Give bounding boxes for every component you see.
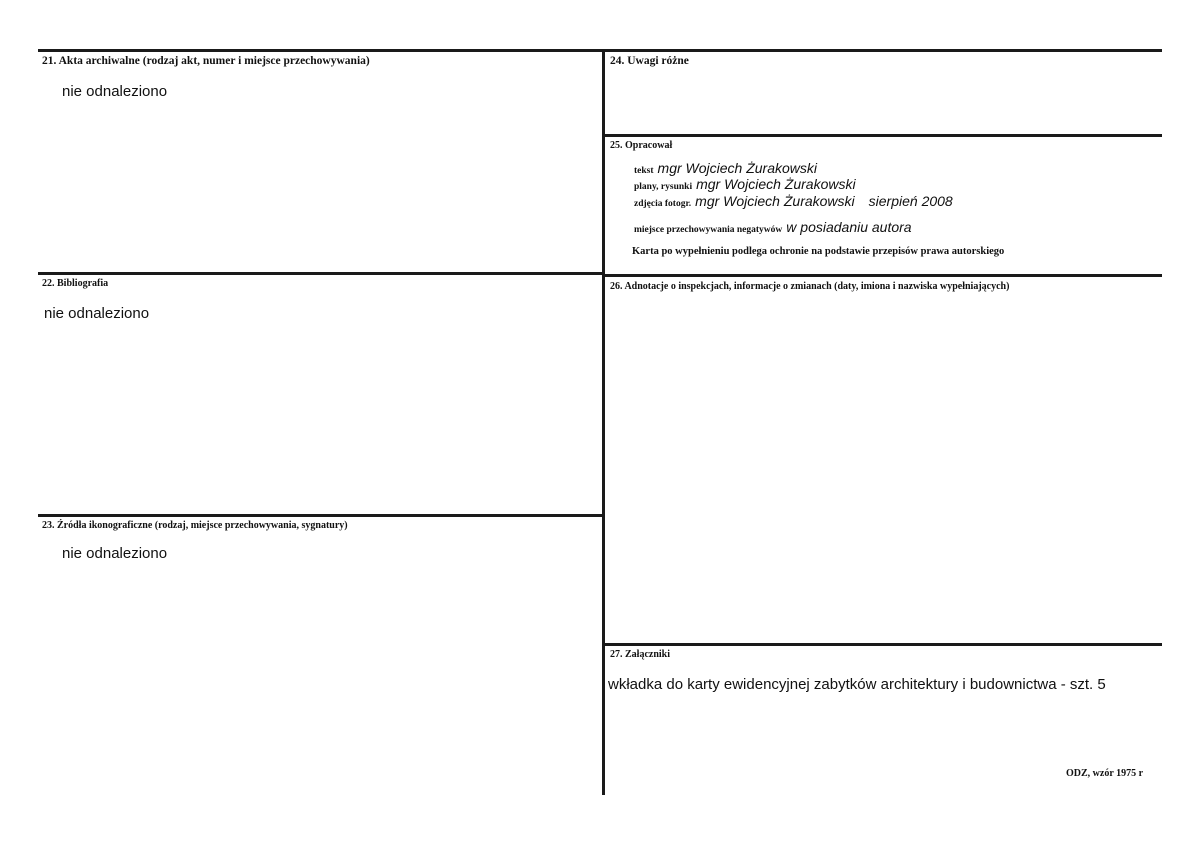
section-27-value: wkładka do karty ewidencyjnej zabytków architektury i budownictwa - szt. 5 bbox=[608, 676, 1106, 693]
author-plans-line bbox=[634, 176, 856, 194]
section-21-value: nie odnaleziono bbox=[62, 83, 168, 100]
rule-left-21-22 bbox=[38, 272, 604, 275]
author-photos-line bbox=[634, 193, 953, 211]
form-identifier: ODZ, wzór 1975 r bbox=[1066, 768, 1144, 779]
top-rule bbox=[38, 49, 1162, 52]
negatives-storage-line bbox=[634, 219, 912, 237]
author-text-label: tekst bbox=[634, 166, 654, 176]
author-photos-value: mgr Wojciech Żurakowski bbox=[695, 193, 855, 209]
section-27-header: 27. Załączniki bbox=[610, 649, 671, 660]
section-23-header: 23. Źródła ikonograficzne (rodzaj, miejsce przechowywania, sygnatury) bbox=[42, 520, 348, 531]
author-text-value: mgr Wojciech Żurakowski bbox=[657, 160, 818, 176]
section-25-header: 25. Opracował bbox=[610, 140, 673, 151]
rule-left-22-23 bbox=[38, 514, 604, 517]
negatives-storage-value: w posiadaniu autora bbox=[786, 219, 912, 235]
rule-right-24-25 bbox=[604, 134, 1162, 137]
copyright-note: Karta po wypełnieniu podlega ochronie na podstawie przepisów prawa autorskiego bbox=[632, 246, 1005, 257]
section-22-value: nie odnaleziono bbox=[44, 305, 150, 322]
author-photos-date: sierpień 2008 bbox=[868, 193, 953, 209]
author-plans-value: mgr Wojciech Żurakowski bbox=[696, 176, 856, 192]
vertical-divider bbox=[602, 49, 605, 795]
section-22-header: 22. Bibliografia bbox=[42, 278, 109, 289]
author-plans-label: plany, rysunki bbox=[634, 182, 693, 192]
section-26-header: 26. Adnotacje o inspekcjach, informacje o zmianach (daty, imiona i nazwiska wypełniających) bbox=[610, 281, 1010, 292]
section-24-header: 24. Uwagi różne bbox=[610, 55, 689, 67]
rule-right-25-26 bbox=[604, 274, 1162, 277]
section-23-value: nie odnaleziono bbox=[62, 545, 168, 562]
negatives-storage-label: miejsce przechowywania negatywów bbox=[634, 225, 783, 235]
author-photos-label: zdjęcia fotogr. bbox=[634, 199, 692, 209]
section-21-header: 21. Akta archiwalne (rodzaj akt, numer i miejsce przechowywania) bbox=[42, 55, 370, 67]
rule-right-26-27 bbox=[604, 643, 1162, 646]
